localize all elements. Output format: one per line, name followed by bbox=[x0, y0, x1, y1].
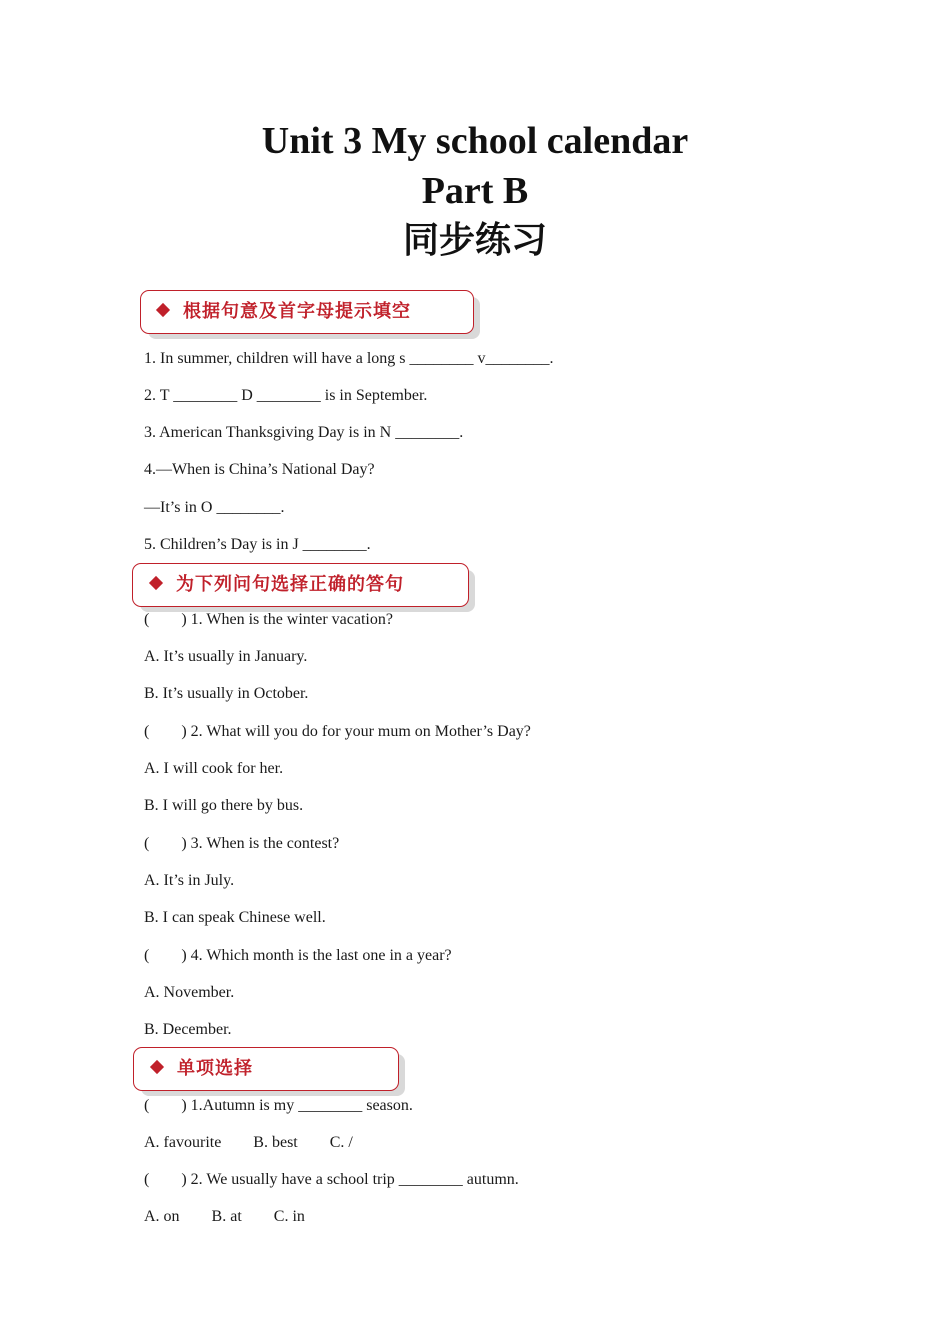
option-line: B. I will go there by bus. bbox=[144, 797, 304, 814]
section-heading-multiple-choice bbox=[133, 1047, 399, 1091]
question-line: ( ) 4. Which month is the last one in a year? bbox=[144, 947, 452, 964]
option-line: B. December. bbox=[144, 1021, 232, 1038]
question-line: 5. Children’s Day is in J ________. bbox=[144, 536, 371, 553]
section-heading-label: 单项选择 bbox=[177, 1058, 253, 1079]
diamond-icon bbox=[150, 1060, 164, 1074]
section-heading-match-answers bbox=[132, 563, 469, 607]
option-line: B. I can speak Chinese well. bbox=[144, 909, 326, 926]
section-heading-label: 根据句意及首字母提示填空 bbox=[183, 301, 411, 322]
question-line: 1. In summer, children will have a long s ________ v________. bbox=[144, 350, 554, 367]
question-line: ( ) 2. What will you do for your mum on Mother’s Day? bbox=[144, 723, 531, 740]
option-line: A. I will cook for her. bbox=[144, 760, 284, 777]
option-line: A. November. bbox=[144, 984, 235, 1001]
question-line: —It’s in O ________. bbox=[144, 499, 285, 516]
question-line: ( ) 2. We usually have a school trip ________ autumn. bbox=[144, 1171, 519, 1188]
question-line: 4.—When is China’s National Day? bbox=[144, 461, 375, 478]
option-line: A. It’s in July. bbox=[144, 872, 235, 889]
question-line: ( ) 3. When is the contest? bbox=[144, 835, 340, 852]
diamond-icon bbox=[156, 303, 170, 317]
question-line: 3. American Thanksgiving Day is in N ________. bbox=[144, 424, 464, 441]
document-subtitle: Part B bbox=[421, 170, 529, 212]
section-heading-label: 为下列问句选择正确的答句 bbox=[176, 574, 404, 595]
section-heading-fill-blanks bbox=[140, 290, 474, 334]
option-line: A. favourite B. best C. / bbox=[144, 1134, 353, 1151]
option-line: A. on B. at C. in bbox=[144, 1208, 305, 1225]
question-line: ( ) 1. When is the winter vacation? bbox=[144, 611, 393, 628]
question-line: ( ) 1.Autumn is my ________ season. bbox=[144, 1097, 413, 1114]
document-subtitle-chinese: 同步练习 bbox=[402, 220, 547, 261]
question-line: 2. T ________ D ________ is in September. bbox=[144, 387, 428, 404]
document-title: Unit 3 My school calendar bbox=[261, 120, 689, 162]
option-line: A. It’s usually in January. bbox=[144, 648, 308, 665]
option-line: B. It’s usually in October. bbox=[144, 685, 309, 702]
diamond-icon bbox=[149, 576, 163, 590]
